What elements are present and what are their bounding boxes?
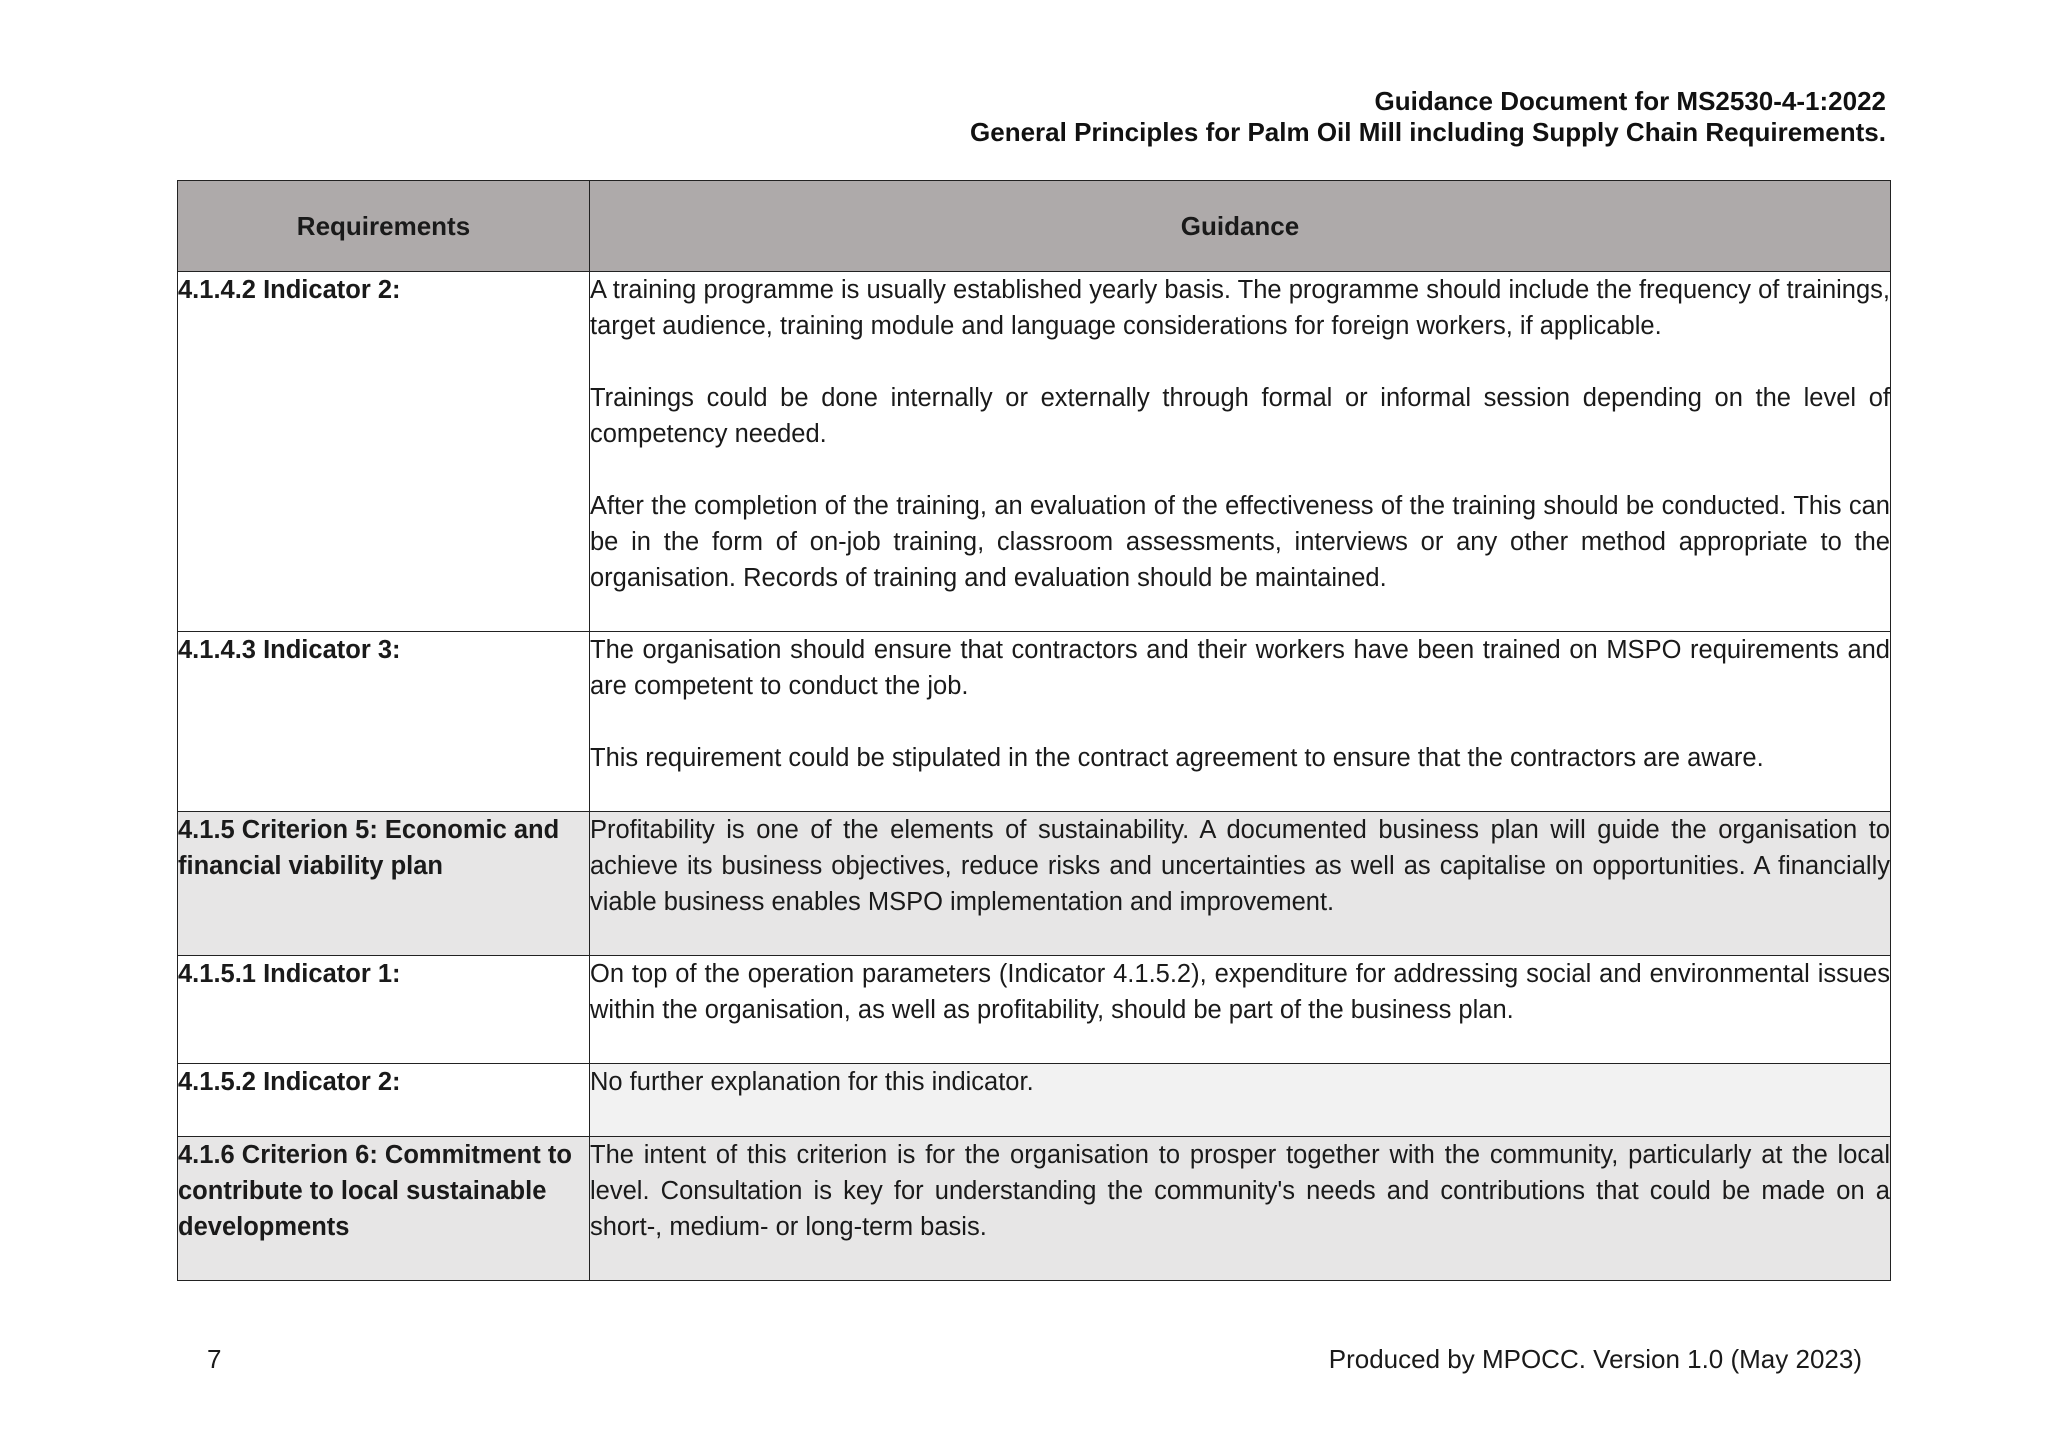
guidance-paragraph: The intent of this criterion is for the organisation to prosper together with the community, particularly at the local level. Consultation is key for understanding the community's needs and contributions that could be made on a short-, medium- or long-term basis. (590, 1141, 1890, 1241)
guidance-cell (590, 956, 1891, 1064)
table-row (178, 812, 1891, 956)
guidance-table (177, 180, 1891, 1281)
table-header-row (178, 181, 1891, 272)
guidance-paragraph: No further explanation for this indicator. (590, 1068, 1034, 1096)
document-subtitle: General Principles for Palm Oil Mill including Supply Chain Requirements. (970, 117, 1886, 147)
guidance-cell (590, 632, 1891, 812)
column-header-requirements: Requirements (178, 181, 590, 272)
guidance-cell (590, 812, 1891, 956)
guidance-paragraph: The organisation should ensure that contractors and their workers have been trained on MSPO requirements and are competent to conduct the job. (590, 636, 1890, 700)
guidance-paragraph: On top of the operation parameters (Indicator 4.1.5.2), expenditure for addressing social and environmental issues within the organisation, as well as profitability, should be part of the business plan. (590, 960, 1890, 1024)
footer-producer: Produced by MPOCC. Version 1.0 (May 2023) (1328, 1344, 1862, 1374)
guidance-paragraph: Trainings could be done internally or externally through formal or informal session depending on the level of competency needed. (590, 384, 1890, 448)
guidance-paragraph: This requirement could be stipulated in the contract agreement to ensure that the contractors are aware. (590, 744, 1764, 772)
requirement-cell: 4.1.4.2 Indicator 2: (178, 272, 590, 632)
table-row (178, 956, 1891, 1064)
requirement-cell: 4.1.5 Criterion 5: Economic and financial viability plan (178, 812, 590, 956)
requirement-cell: 4.1.5.2 Indicator 2: (178, 1064, 590, 1137)
guidance-paragraph: A training programme is usually established yearly basis. The programme should include the frequency of trainings, target audience, training module and language considerations for foreign workers, if applicable. (590, 276, 1890, 340)
guidance-cell (590, 272, 1891, 632)
table-row (178, 272, 1891, 632)
table-row (178, 632, 1891, 812)
guidance-cell (590, 1064, 1891, 1137)
column-header-guidance: Guidance (590, 181, 1891, 272)
requirement-cell: 4.1.4.3 Indicator 3: (178, 632, 590, 812)
guidance-paragraph: Profitability is one of the elements of sustainability. A documented business plan will guide the organisation to achieve its business objectives, reduce risks and uncertainties as well as capitalise on opportunities. A financially viable business enables MSPO implementation and improvement. (590, 816, 1890, 916)
requirement-cell: 4.1.5.1 Indicator 1: (178, 956, 590, 1064)
table-row (178, 1137, 1891, 1281)
page-number: 7 (207, 1344, 222, 1374)
document-header (970, 86, 1886, 148)
requirement-cell: 4.1.6 Criterion 6: Commitment to contribute to local sustainable developments (178, 1137, 590, 1281)
document-title: Guidance Document for MS2530-4-1:2022 (1374, 86, 1886, 116)
guidance-paragraph: After the completion of the training, an evaluation of the effectiveness of the training should be conducted. This can be in the form of on-job training, classroom assessments, interviews or any other method appropriate to the organisation. Records of training and evaluation should be maintained. (590, 492, 1890, 592)
guidance-cell (590, 1137, 1891, 1281)
table-row (178, 1064, 1891, 1137)
